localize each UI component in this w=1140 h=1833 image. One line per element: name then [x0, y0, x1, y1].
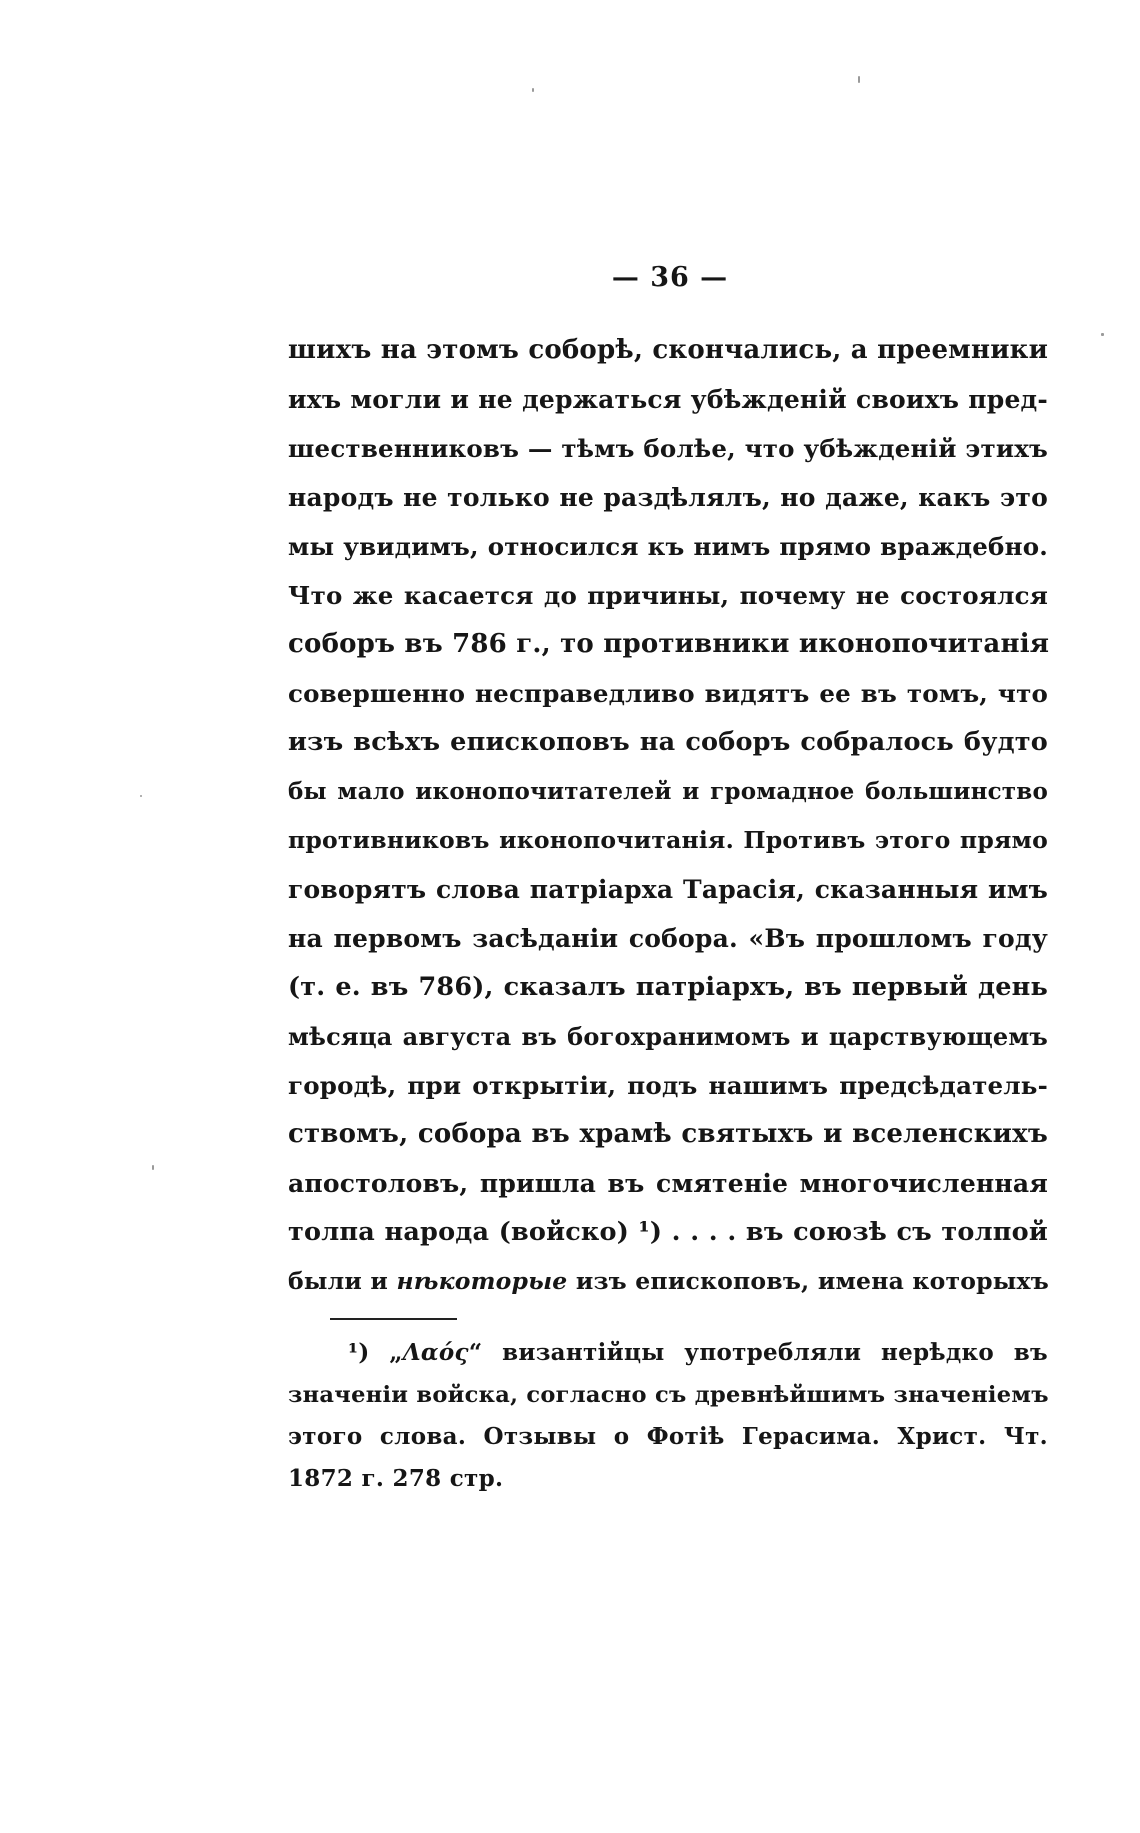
text-line: мы увидимъ, относился къ нимъ прямо враждебно.: [288, 532, 1048, 561]
scan-speck: [858, 76, 860, 83]
text-line: мѣсяца августа въ богохранимомъ и царствующемъ: [288, 1022, 1048, 1051]
scan-speck: [140, 795, 142, 797]
text-line: городѣ, при открытіи, подъ нашимъ предсѣдатель-: [288, 1071, 1048, 1100]
italic-word: нѣкоторые: [396, 1267, 568, 1295]
footnote: [288, 1332, 1048, 1500]
footnote-line: 1872 г. 278 стр.: [288, 1465, 504, 1492]
text-fragment: были и: [288, 1267, 397, 1295]
text-line: народъ не только не раздѣлялъ, но даже, какъ это: [288, 483, 1048, 512]
scan-speck: [532, 88, 534, 92]
footnote-marker: ¹) „: [348, 1339, 403, 1366]
text-line-last: [288, 1257, 1048, 1306]
text-line: Что же касается до причины, почему не состоялся: [288, 581, 1048, 610]
text-line: ствомъ, собора въ храмѣ святыхъ и вселенскихъ: [288, 1119, 1048, 1149]
text-line: соборъ въ 786 г., то противники иконопочитанія: [288, 629, 1050, 659]
text-line: апостоловъ, пришла въ смятеніе многочисленная: [288, 1169, 1048, 1198]
text-line: (т. е. въ 786), сказалъ патріархъ, въ первый день: [288, 972, 1048, 1002]
text-line: бы мало иконопочитателей и громадное большинство: [288, 778, 1048, 805]
scan-speck: [1101, 333, 1104, 336]
text-fragment: изъ епископовъ, имена которыхъ: [567, 1267, 1049, 1295]
footnote-line: значеніи войска, согласно съ древнѣйшимъ значеніемъ: [288, 1382, 1049, 1408]
text-line: толпа народа (войско) ¹) . . . . въ союзѣ съ толпой: [288, 1217, 1048, 1247]
text-fragment: “ византійцы употребляли нерѣдко въ: [468, 1339, 1048, 1366]
text-line: изъ всѣхъ епископовъ на соборъ собралось будто: [288, 727, 1048, 757]
scan-speck: [152, 1165, 154, 1170]
footnote-divider: [330, 1318, 457, 1320]
footnote-line: [288, 1332, 1048, 1374]
main-text: [288, 326, 1048, 1306]
text-line: противниковъ иконопочитанія. Противъ этого прямо: [288, 826, 1048, 854]
page-number: — 36 —: [611, 262, 729, 293]
text-line: говорятъ слова патріарха Тарасія, сказанныя имъ: [288, 875, 1048, 904]
text-line: на первомъ засѣданіи собора. «Въ прошломъ году: [288, 924, 1048, 953]
text-line: шественниковъ — тѣмъ болѣе, что убѣжденій этихъ: [288, 434, 1048, 463]
text-line: ихъ могли и не держаться убѣжденій своихъ пред-: [288, 385, 1048, 414]
text-line: совершенно несправедливо видятъ ее въ томъ, что: [288, 679, 1048, 708]
footnote-line: этого слова. Отзывы о Фотіѣ Герасима. Христ. Чт.: [288, 1423, 1048, 1450]
greek-word: Λαός: [402, 1339, 469, 1366]
text-line: шихъ на этомъ соборѣ, скончались, а преемники: [288, 335, 1049, 365]
